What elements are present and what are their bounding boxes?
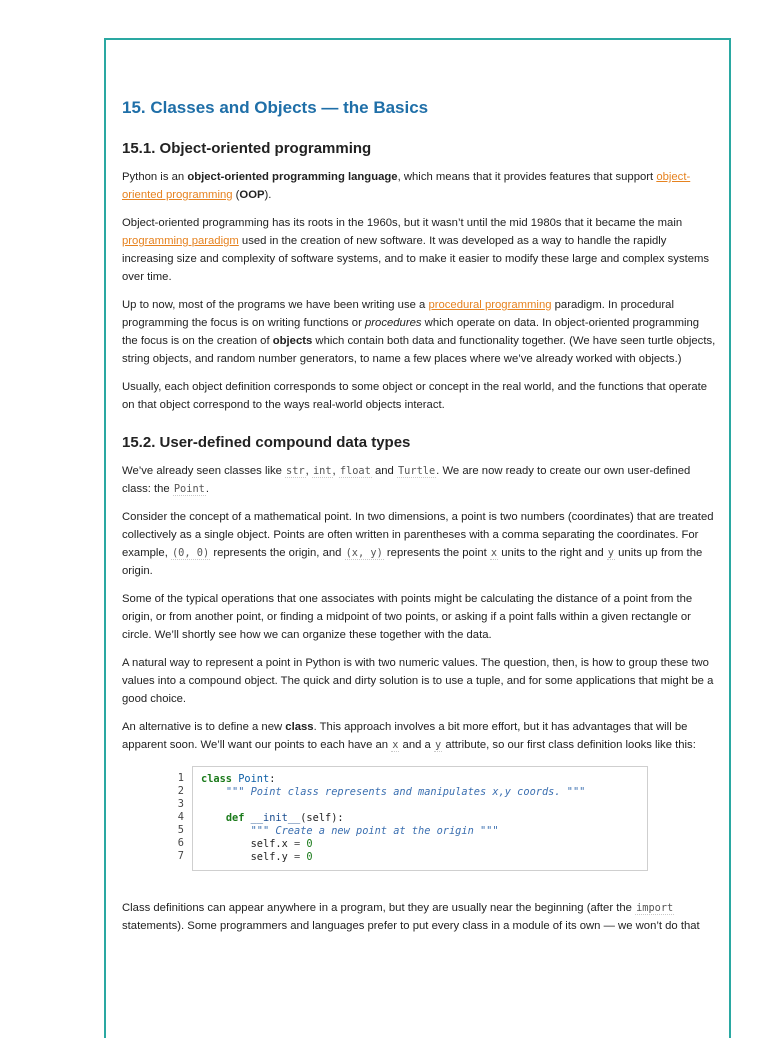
paragraph [122, 296, 716, 368]
text: paradigm. In procedural programming the focus is on writing functions or [122, 299, 674, 329]
text: units to the right and [498, 547, 607, 559]
code-operator: = [287, 838, 307, 850]
inline-code: Point [173, 483, 205, 495]
line-number: 3 [177, 798, 184, 810]
inline-code: str [286, 465, 305, 477]
paragraph [122, 718, 716, 754]
inline-code: (0, 0) [171, 547, 210, 559]
line-number: 1 [177, 772, 184, 784]
inline-code: import [636, 902, 674, 914]
italic-term: procedures [365, 317, 422, 329]
text: statements). Some programmers and languages prefer to put every class in a module of its own — we won’t do that [122, 920, 700, 932]
line-number: 2 [177, 785, 184, 797]
code-operator: = [287, 851, 307, 863]
code-keyword: class [201, 773, 232, 785]
inline-code: float [339, 465, 371, 477]
code-attr: self.x [250, 838, 288, 850]
text: represents the point [383, 547, 490, 559]
text: Class definitions can appear anywhere in a program, but they are usually near the beginning (after the [122, 902, 636, 914]
line-number: 4 [177, 811, 184, 823]
paragraph [122, 899, 716, 935]
text: and a [399, 739, 434, 751]
paragraph: A natural way to represent a point in Python is with two numeric values. The question, then, is how to group these two values into a compound object. The quick and dirty solution is to use a tuple, and for some applications that might be a good choice. [122, 657, 714, 705]
line-numbers [160, 766, 192, 869]
bold-term: OOP [239, 189, 265, 201]
line-number: 6 [177, 837, 184, 849]
section-heading-compound-types: 15.2. User-defined compound data types [122, 434, 411, 451]
link-object-oriented-programming[interactable]: object-oriented programming [122, 171, 691, 201]
text: Consider the concept of a mathematical point. In two dimensions, a point is two numbers (coordinates) that are treated collectively as a single object. Points are often written in parentheses with a comma separating the coordinates. For example, [122, 511, 714, 559]
code-function-name: __init__ [250, 812, 301, 824]
page-title: 15. Classes and Objects — the Basics [122, 98, 429, 117]
code-args: (self): [300, 812, 344, 824]
paragraph [122, 508, 716, 580]
text: , [305, 465, 312, 477]
text: ( [232, 189, 240, 201]
link-procedural-programming[interactable]: procedural programming [428, 299, 552, 311]
text: , which means that it provides features that support [397, 171, 657, 183]
code-class-name: Point [238, 773, 270, 785]
paragraph [122, 168, 716, 204]
paragraph [122, 214, 716, 286]
text: . We are now ready to create our own user-defined class: the [122, 465, 691, 495]
bold-term: class [285, 721, 314, 733]
document-body [122, 96, 716, 945]
text: used in the creation of new software. It was developed as a way to handle the rapidly increasing size and complexity of software systems, and to make it easier to modify these large and complex systems over time. [122, 235, 710, 283]
paragraph: Some of the typical operations that one associates with points might be calculating the distance of a point from the origin, or from another point, or finding a midpoint of two points, or asking if a point falls within a given rectangle or circle. We’ll shortly see how we can organize these together with the data. [122, 593, 693, 641]
inline-code: y [607, 547, 614, 559]
text: Up to now, most of the programs we have been writing use a [122, 299, 429, 311]
text: and [371, 465, 397, 477]
section-heading-oop: 15.1. Object-oriented programming [122, 140, 372, 157]
paragraph [122, 462, 716, 498]
text: represents the origin, and [210, 547, 345, 559]
code-attr: self.y [250, 851, 288, 863]
code-number: 0 [306, 838, 313, 850]
text: We’ve already seen classes like [122, 465, 286, 477]
text: , [332, 465, 339, 477]
code-docstring: """ Point class represents and manipulates x,y coords. """ [225, 786, 586, 798]
code-keyword: def [225, 812, 245, 824]
line-number: 7 [177, 850, 184, 862]
text: . [205, 483, 209, 495]
line-number: 5 [177, 824, 184, 836]
bold-term: objects [272, 335, 313, 347]
text: Object-oriented programming has its roots in the 1960s, but it wasn’t until the mid 1980s that it became the main [122, 217, 683, 229]
text: which contain both data and functionality together. (We have seen turtle objects, string objects, and random number generators, to name a few places where we’ve already worked with objects.) [122, 335, 716, 365]
code-number: 0 [306, 851, 313, 863]
code-punct: : [269, 773, 276, 785]
text: Python is an [122, 171, 188, 183]
text: ). [264, 189, 272, 201]
inline-code: x [490, 547, 498, 559]
code-listing [192, 766, 648, 871]
text: units up from the origin. [122, 547, 703, 577]
paragraph: Usually, each object definition corresponds to some object or concept in the real world, and the functions that operate on that object correspond to the ways real-world objects interact. [122, 381, 708, 411]
text: . This approach involves a bit more effort, but it has advantages that will be apparent soon. We’ll want our points to each have an [122, 721, 688, 751]
bold-term: object-oriented programming language [187, 171, 398, 183]
link-programming-paradigm[interactable]: programming paradigm [122, 235, 239, 247]
inline-code: x [392, 739, 399, 751]
inline-code: y [434, 739, 442, 751]
text: attribute, so our first class definition looks like this: [442, 739, 696, 751]
inline-code: Turtle [397, 465, 436, 477]
code-block [160, 766, 716, 871]
text: An alternative is to define a new [122, 721, 286, 733]
text: which operate on data. In object-oriented programming the focus is on the creation of [122, 317, 700, 347]
inline-code: int [312, 465, 332, 477]
inline-code: (x, y) [345, 547, 383, 559]
code-docstring: """ Create a new point at the origin """ [250, 825, 499, 837]
